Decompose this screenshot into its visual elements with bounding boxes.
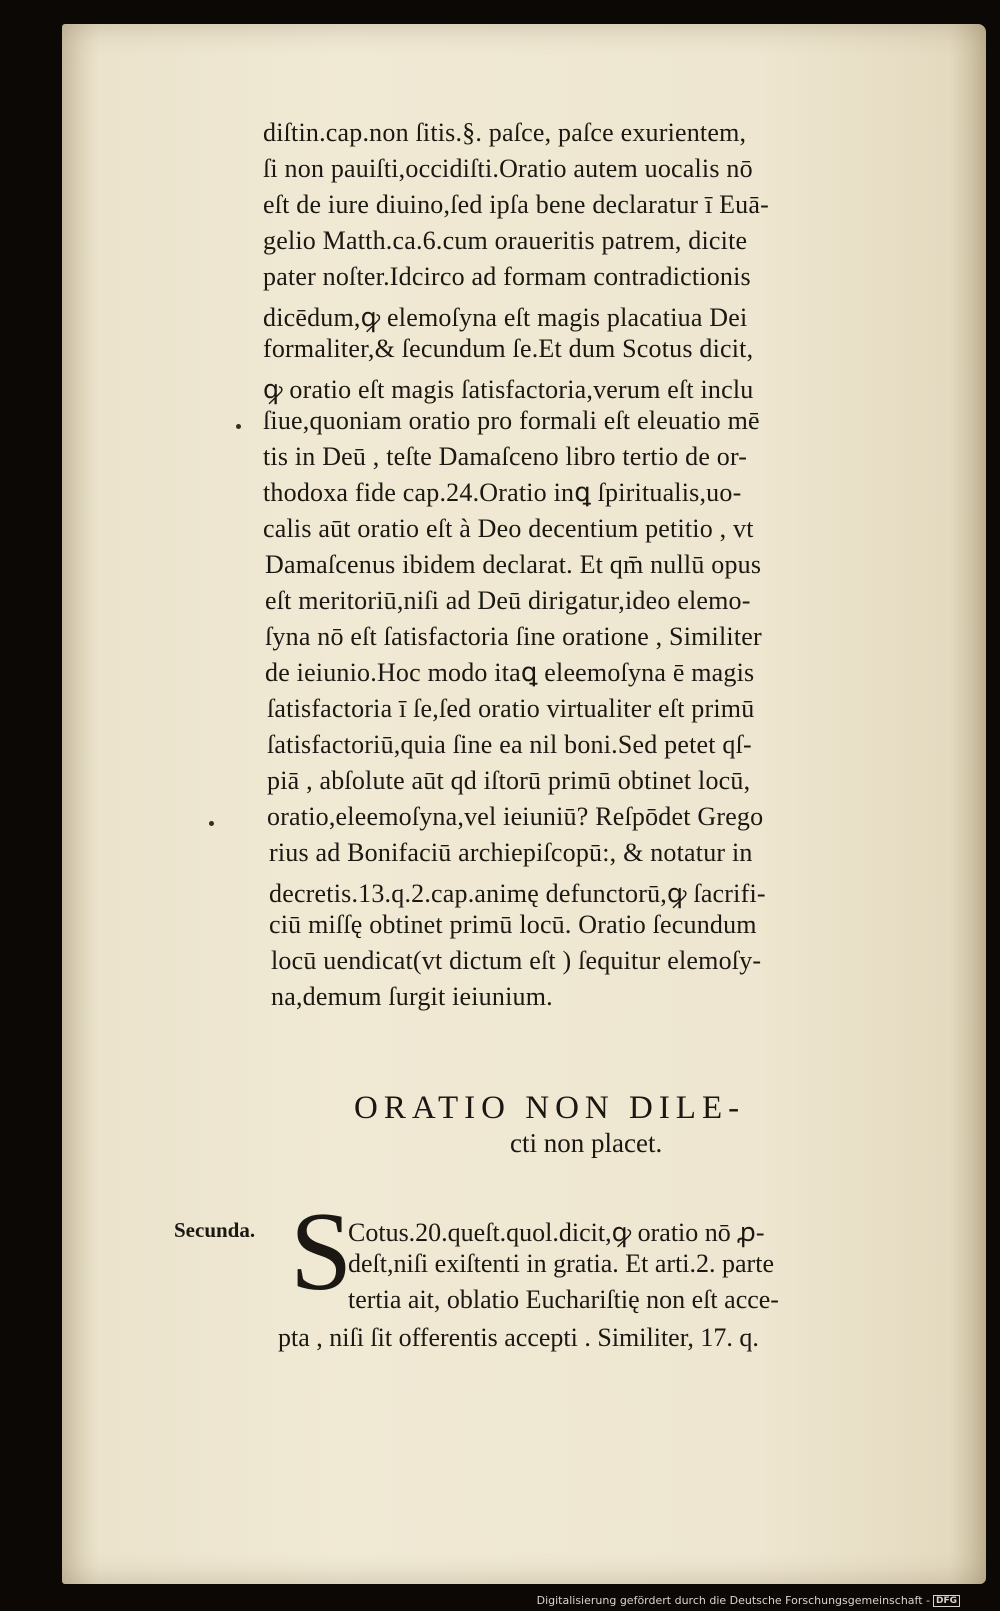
text-line: thodoxa fide cap.24.Oratio inꝗ ſpiritualis,uo- bbox=[263, 478, 742, 507]
margin-speck bbox=[209, 821, 214, 826]
digitization-credit bbox=[537, 1594, 960, 1607]
text-line: pater noſter.Idcirco ad formam contradictionis bbox=[263, 262, 751, 291]
dfg-logo: DFG bbox=[933, 1595, 960, 1607]
text-line: ſyna nō eſt ſatisfactoria ſine oratione , Similiter bbox=[265, 622, 762, 651]
section-heading-continued: cti non placet. bbox=[510, 1128, 663, 1158]
section-heading: ORATIO NON DILE- bbox=[354, 1090, 746, 1126]
text-line: formaliter,& ſecundum ſe.Et dum Scotus dicit, bbox=[263, 334, 754, 363]
text-line: na,demum ſurgit ieiunium. bbox=[271, 982, 553, 1011]
credit-text: Digitalisierung gefördert durch die Deutsche Forschungsgemeinschaft - bbox=[536, 1594, 930, 1607]
marginal-note: Secunda. bbox=[174, 1218, 256, 1242]
text-line: ſatisfactoria ī ſe,ſed oratio virtualiter eſt primū bbox=[267, 694, 755, 723]
text-line: rius ad Bonifaciū archiepiſcopū:, & notatur in bbox=[269, 838, 753, 867]
text-line: pta , niſi ſit offerentis accepti . Similiter, 17. q. bbox=[278, 1323, 759, 1352]
text-line: locū uendicat(vt dictum eſt ) ſequitur elemoſy- bbox=[271, 946, 762, 975]
text-line: oratio,eleemoſyna,vel ieiuniū? Reſpōdet Grego bbox=[267, 802, 764, 831]
text-line: calis aūt oratio eſt à Deo decentium petitio , vt bbox=[263, 514, 754, 543]
text-line: diſtin.cap.non ſitis.§. paſce, paſce exurientem, bbox=[263, 118, 747, 147]
text-line: deſt,niſi exiſtenti in gratia. Et arti.2. parte bbox=[348, 1249, 774, 1278]
text-line: Damaſcenus ibidem declarat. Et qm̄ nullū opus bbox=[265, 550, 762, 579]
text-line: piā , abſolute aūt qd iſtorū primū obtinet locū, bbox=[267, 766, 751, 795]
text-line: decretis.13.q.2.cap.animę defunctorū,ꝙ ſacrifi- bbox=[269, 879, 766, 908]
margin-speck bbox=[236, 424, 241, 429]
text-line: ciū miſſę obtinet primū locū. Oratio ſecundum bbox=[269, 910, 757, 939]
text-line: eſt meritoriū,niſi ad Deū dirigatur,ideo elemo- bbox=[265, 586, 751, 615]
text-line: eſt de iure diuino,ſed ipſa bene declaratur ī Euā- bbox=[263, 190, 769, 219]
text-line: dicēdum,ꝙ elemoſyna eſt magis placatiua Dei bbox=[263, 303, 748, 332]
text-line: tis in Deū , teſte Damaſceno libro tertio de or- bbox=[263, 442, 748, 471]
drop-cap-initial: S bbox=[290, 1190, 353, 1314]
text-line: tertia ait, oblatio Euchariſtię non eſt acce- bbox=[348, 1285, 779, 1314]
text-line: Cotus.20.queſt.quol.dicit,ꝙ oratio nō ꝓ- bbox=[348, 1218, 765, 1247]
text-line: ſi non pauiſti,occidiſti.Oratio autem uocalis nō bbox=[263, 154, 753, 183]
text-line: ꝙ oratio eſt magis ſatisfactoria,verum eſt inclu bbox=[263, 375, 754, 404]
text-line: de ieiunio.Hoc modo itaꝗ eleemoſyna ē magis bbox=[265, 658, 755, 687]
text-line: gelio Matth.ca.6.cum oraueritis patrem, dicite bbox=[263, 226, 748, 255]
text-line: ſatisfactoriū,quia ſine ea nil boni.Sed petet qſ- bbox=[267, 730, 752, 759]
text-line: ſiue,quoniam oratio pro formali eſt eleuatio mē bbox=[263, 406, 760, 435]
